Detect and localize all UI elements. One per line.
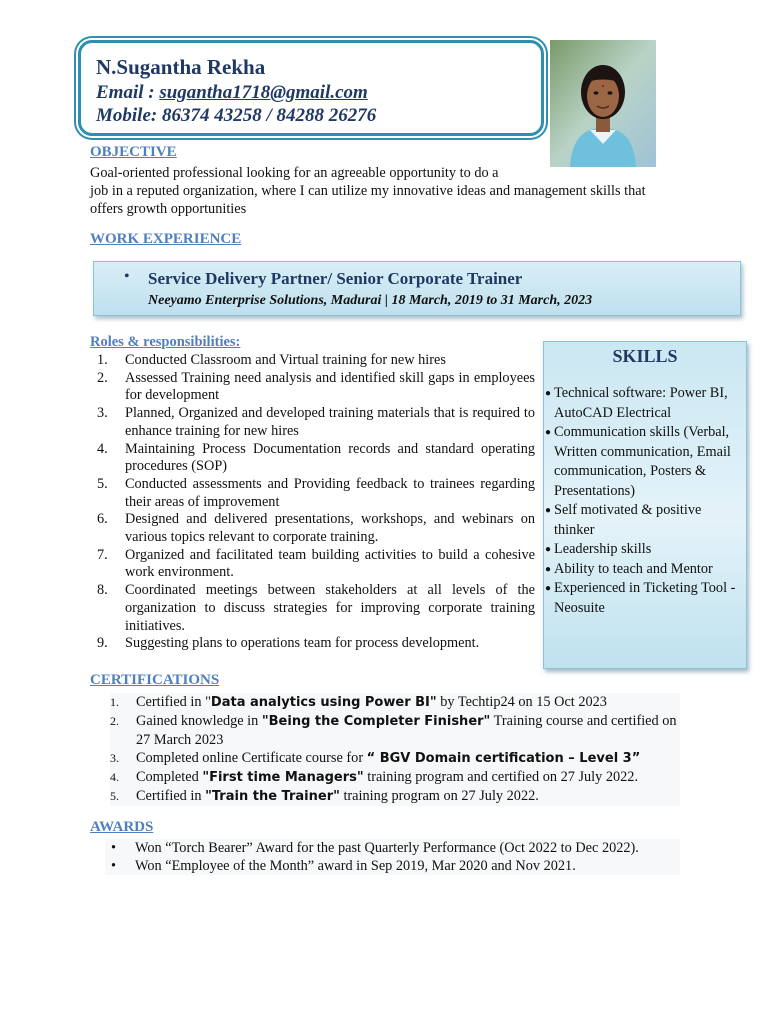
list-item — [97, 405, 535, 440]
list-number: 1. — [97, 352, 108, 368]
profile-photo — [550, 40, 656, 167]
list-item — [545, 384, 743, 423]
email-label: Email : — [96, 82, 160, 103]
list-item — [97, 511, 535, 546]
list-text: Ability to teach and Mentor — [554, 560, 713, 577]
list-text: Designed and delivered presentations, workshops, and webinars on various topics relevant to corporate training. — [125, 511, 535, 546]
certifications-heading: CERTIFICATIONS — [90, 672, 220, 688]
list-item — [97, 635, 535, 653]
list-text: Coordinated meetings between stakeholders at all levels of the organization to discuss strategies for improving corporate training initiatives. — [125, 582, 535, 634]
list-item — [110, 768, 680, 787]
bullet-icon: ● — [545, 505, 552, 516]
list-item — [105, 857, 680, 875]
list-number: 4. — [97, 440, 108, 457]
list-item — [110, 787, 680, 806]
objective-text — [90, 164, 690, 218]
list-number: 3. — [110, 751, 119, 765]
list-item — [97, 352, 535, 370]
list-item — [110, 693, 680, 712]
mobile-line: Mobile: 86374 43258 / 84288 26276 — [96, 105, 377, 126]
job-title: Service Delivery Partner/ Senior Corporate Trainer — [148, 269, 523, 288]
list-text: Self motivated & positive thinker — [554, 502, 702, 538]
email-link[interactable]: sugantha1718@gmail.com — [159, 82, 368, 103]
list-number: 8. — [97, 582, 108, 599]
list-item — [545, 579, 743, 618]
list-text: Completed "First time Managers" training program and certified on 27 July 2022. — [136, 769, 639, 785]
list-text: Communication skills (Verbal, Written communication, Email communication, Posters & Presentations) — [554, 424, 731, 499]
awards-heading: AWARDS — [90, 819, 154, 835]
objective-heading: OBJECTIVE — [90, 144, 177, 160]
objective-line: offers growth opportunities — [90, 201, 247, 217]
list-item — [110, 712, 680, 749]
objective-line: Goal-oriented professional looking for an agreeable opportunity to do a — [90, 165, 499, 181]
list-text: Leadership skills — [554, 541, 652, 557]
list-item — [110, 749, 680, 768]
list-item — [545, 560, 743, 580]
list-text: Technical software: Power BI, AutoCAD Electrical — [554, 385, 728, 421]
bullet-icon: • — [124, 268, 130, 285]
profile-photo-illustration — [550, 40, 656, 167]
list-text: Assessed Training need analysis and identified skill gaps in employees for development — [125, 369, 535, 404]
list-text: Organized and facilitated team building activities to build a cohesive work environment. — [125, 546, 535, 581]
list-text: Won “Employee of the Month” award in Sep 2019, Mar 2020 and Nov 2021. — [135, 858, 576, 874]
skills-list — [545, 384, 743, 618]
list-text: Completed online Certificate course for “ BGV Domain certification – Level 3” — [136, 750, 641, 766]
list-item — [545, 501, 743, 540]
skills-title: SKILLS — [612, 346, 678, 366]
list-text: Planned, Organized and developed training materials that is required to enhance training for new hires — [125, 405, 535, 439]
list-item — [545, 423, 743, 501]
list-number: 6. — [97, 511, 108, 528]
bullet-icon: • — [111, 840, 117, 856]
work-experience-heading: WORK EXPERIENCE — [90, 231, 242, 247]
list-item — [97, 441, 535, 476]
bullet-icon: ● — [545, 544, 552, 555]
list-number: 9. — [97, 635, 108, 652]
bullet-icon: ● — [545, 427, 552, 438]
bullet-icon: ● — [545, 583, 552, 594]
list-item — [545, 540, 743, 560]
roles-heading: Roles & responsibilities: — [90, 334, 241, 350]
list-number: 5. — [97, 475, 108, 492]
list-number: 2. — [110, 714, 119, 728]
list-text: Conducted assessments and Providing feedback to trainees regarding their areas of improvement — [125, 475, 535, 510]
bullet-icon: ● — [545, 388, 552, 399]
list-number: 7. — [97, 546, 108, 563]
list-text: Maintaining Process Documentation records and standard operating procedures (SOP) — [125, 440, 535, 475]
list-number: 4. — [110, 770, 119, 784]
list-number: 2. — [97, 369, 108, 386]
list-item — [97, 476, 535, 511]
list-item — [97, 547, 535, 582]
list-text: Experienced in Ticketing Tool - Neosuite — [554, 580, 736, 616]
list-item — [97, 582, 535, 635]
list-item — [97, 370, 535, 405]
list-item — [105, 839, 680, 857]
list-number: 5. — [110, 789, 119, 803]
roles-list — [97, 352, 535, 653]
list-number: 3. — [97, 405, 108, 422]
certifications-list — [110, 693, 680, 806]
list-number: 1. — [110, 695, 119, 709]
list-text: Certified in "Data analytics using Power BI" by Techtip24 on 15 Oct 2023 — [136, 694, 607, 710]
bullet-icon: • — [111, 858, 117, 874]
list-text: Certified in "Train the Trainer" training program on 27 July 2022. — [136, 788, 539, 804]
list-text: Suggesting plans to operations team for process development. — [125, 635, 480, 652]
objective-line: job in a reputed organization, where I can utilize my innovative ideas and management skills that — [90, 183, 646, 199]
email-line — [96, 82, 368, 104]
bullet-icon: ● — [545, 563, 552, 575]
list-text: Won “Torch Bearer” Award for the past Quarterly Performance (Oct 2022 to Dec 2022). — [135, 840, 639, 856]
job-company: Neeyamo Enterprise Solutions, Madurai | 18 March, 2019 to 31 March, 2023 — [148, 293, 593, 308]
list-text: Conducted Classroom and Virtual training for new hires — [125, 352, 446, 368]
list-text: Gained knowledge in "Being the Completer Finisher" Training course and certified on 27 March 2023 — [136, 713, 677, 748]
awards-list — [105, 839, 680, 875]
candidate-name: N.Sugantha Rekha — [96, 55, 266, 79]
